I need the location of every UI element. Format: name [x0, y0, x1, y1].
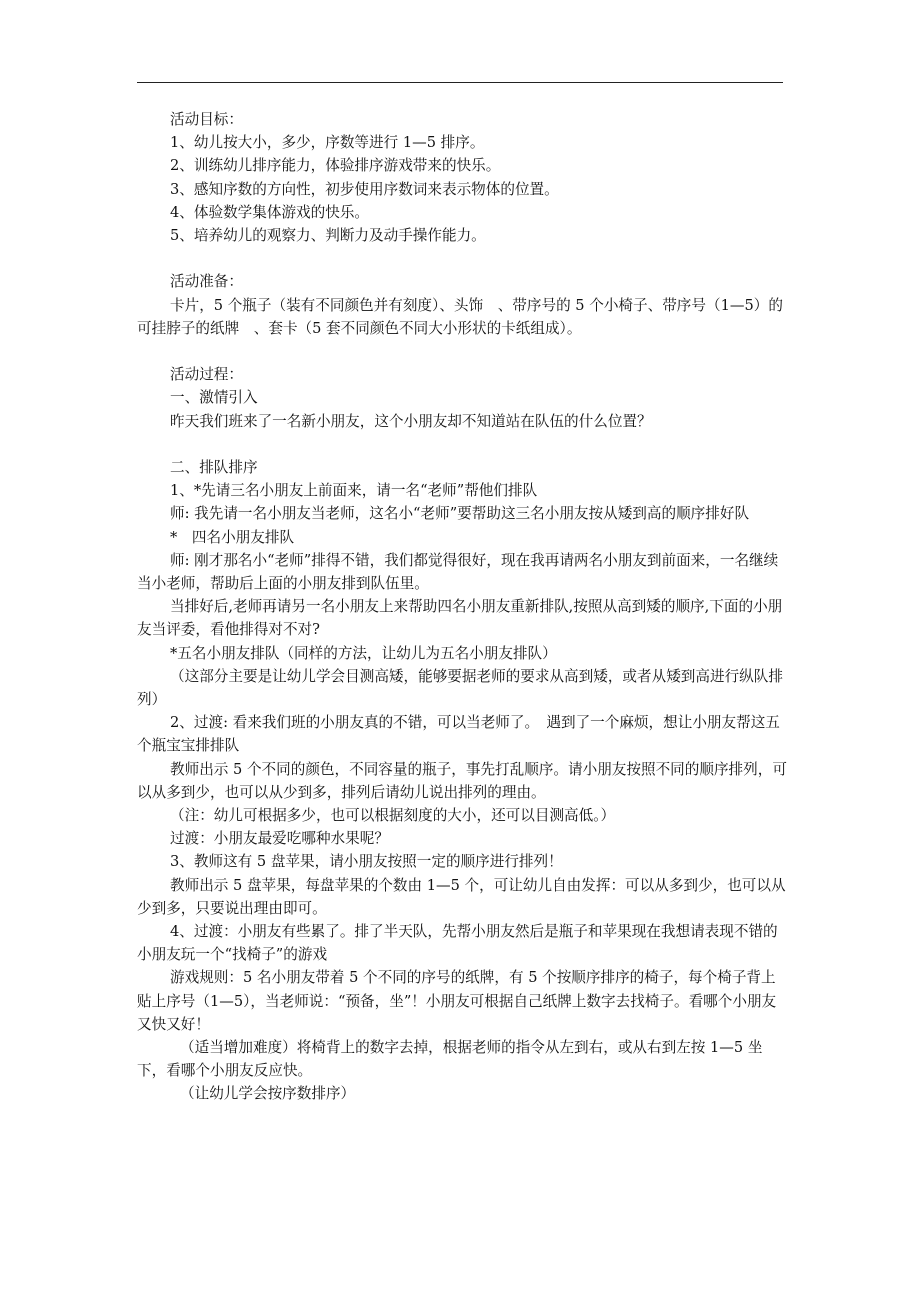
process-paragraph: 2、过渡: 看来我们班的小朋友真的不错，可以当老师了。 遇到了一个麻烦，想让小朋友帮这五个瓶宝宝排排队 — [137, 714, 780, 755]
part1-title: 一、激情引入 — [170, 389, 258, 407]
process-paragraph: 教师出示 5 盘苹果，每盘苹果的个数由 1—5 个，可让幼儿自由发挥：可以从多到少，也可以从少到多，只要说出理由即可。 — [137, 876, 786, 917]
header-rule — [137, 82, 783, 83]
process-paragraph: 游戏规则：5 名小朋友带着 5 个不同的序号的纸牌，有 5 个按顺序排序的椅子，每个椅子背上贴上序号（1—5），当老师说：“预备，坐”！小朋友可根据自己纸牌上数字去找椅子。看哪个小朋友又快又好！ — [137, 969, 777, 1033]
process-paragraph: *五名小朋友排队（同样的方法，让幼儿为五名小朋友排队） — [170, 644, 557, 662]
document-body — [137, 108, 787, 1106]
process-paragraph: 3、教师这有 5 盘苹果，请小朋友按照一定的顺序进行排列！ — [170, 853, 563, 871]
part2-title: 二、排队排序 — [170, 459, 258, 476]
goals-heading: 活动目标： — [170, 111, 243, 128]
goal-item: 3、感知序数的方向性，初步使用序数词来表示物体的位置。 — [170, 180, 559, 198]
goal-item: 1、幼儿按大小，多少，序数等进行 1—5 排序。 — [170, 134, 485, 152]
prep-heading: 活动准备： — [170, 273, 243, 291]
process-paragraph: 师: 我先请一名小朋友当老师，这名小“老师”要帮助这三名小朋友按从矮到高的顺序排好队 — [170, 505, 750, 523]
process-paragraph: 教师出示 5 个不同的颜色，不同容量的瓶子，事先打乱顺序。请小朋友按照不同的顺序排列，可以从多到少，也可以从少到多，排列后请幼儿说出排列的理由。 — [137, 760, 787, 801]
part1-text: 昨天我们班来了一名新小朋友，这个小朋友却不知道站在队伍的什么位置？ — [170, 412, 652, 430]
process-paragraph: 师: 刚才那名小“老师”排得不错，我们都觉得很好，现在我再请两名小朋友到前面来，一名继续当小老师，帮助后上面的小朋友排到队伍里。 — [137, 551, 779, 593]
process-paragraph: （注：幼儿可根据多少，也可以根据刻度的大小，还可以目测高低。） — [170, 807, 616, 825]
prep-text: 卡片，5 个瓶子（装有不同颜色并有刻度）、头饰 、带序号的 5 个小椅子、带序号（1—5）的可挂脖子的纸牌 、套卡（5 套不同颜色不同大小形状的卡纸组成）。 — [137, 296, 783, 337]
process-paragraph: （让幼儿学会按序数排序） — [180, 1085, 356, 1103]
process-heading: 活动过程： — [170, 366, 243, 384]
process-paragraph: 1、*先请三名小朋友上前面来，请一名“老师”帮他们排队 — [170, 482, 538, 500]
process-paragraph: （这部分主要是让幼儿学会目测高矮，能够要据老师的要求从高到矮，或者从矮到高进行纵队排列） — [137, 667, 783, 709]
process-paragraph: * 四名小朋友排队 — [170, 528, 295, 546]
goal-item: 2、训练幼儿排序能力，体验排序游戏带来的快乐。 — [170, 157, 501, 175]
goal-item: 5、培养幼儿的观察力、判断力及动手操作能力。 — [170, 227, 486, 245]
process-paragraph: 4、过渡：小朋友有些累了。排了半天队，先帮小朋友然后是瓶子和苹果现在我想请表现不错的小朋友玩一个“找椅子”的游戏 — [137, 923, 778, 964]
process-paragraph: 过渡：小朋友最爱吃哪种水果呢？ — [170, 830, 389, 848]
goal-item: 4、体验数学集体游戏的快乐。 — [170, 203, 370, 221]
process-paragraph: 当排好后,老师再请另一名小朋友上来帮助四名小朋友重新排队,按照从高到矮的顺序,下面的小朋友当评委，看他排得对不对? — [137, 598, 783, 639]
process-paragraph: （适当增加难度）将椅背上的数字去掉，根据老师的指令从左到右，或从右到左按 1—5 坐下，看哪个小朋友反应快。 — [137, 1039, 763, 1080]
